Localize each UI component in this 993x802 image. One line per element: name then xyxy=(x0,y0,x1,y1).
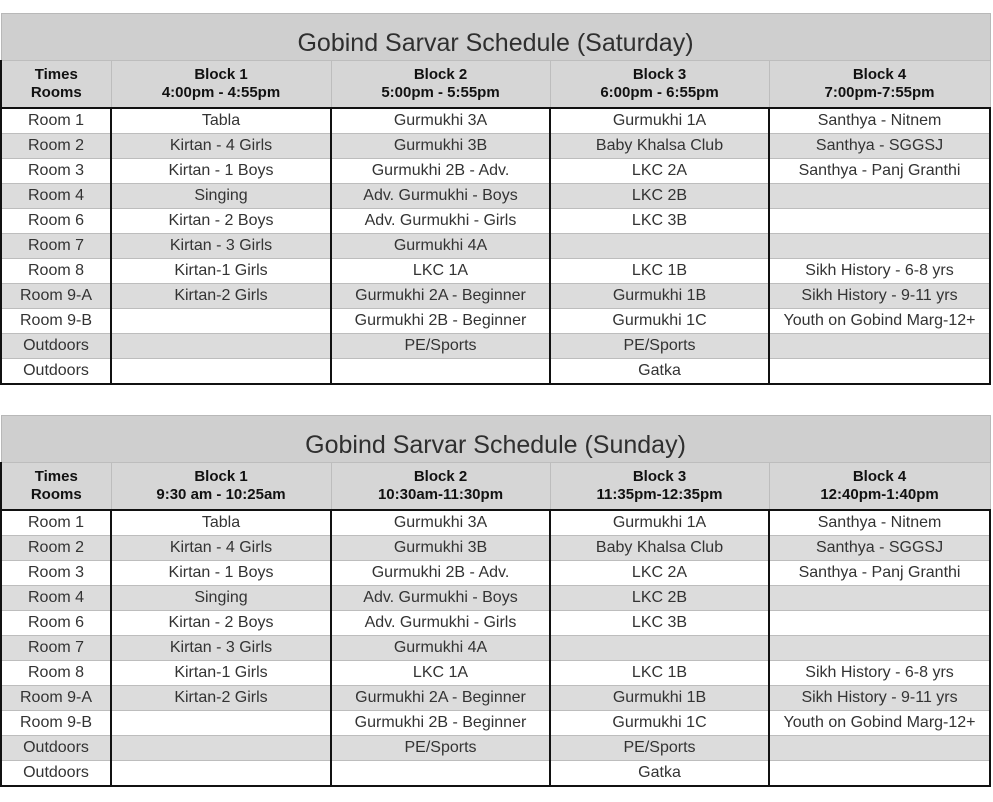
corner-times-label: Times xyxy=(34,468,78,485)
block-name: Block 3 xyxy=(632,468,687,485)
room-cell: Room 9-B xyxy=(1,711,111,736)
block-time: 10:30am-11:30pm xyxy=(377,486,504,503)
class-cell: Kirtan-1 Girls xyxy=(111,259,331,284)
room-cell: Room 8 xyxy=(1,661,111,686)
title-row xyxy=(1,416,990,463)
class-cell xyxy=(769,334,990,359)
block-header xyxy=(550,463,769,511)
class-cell xyxy=(769,234,990,259)
class-cell xyxy=(111,761,331,787)
class-cell: Adv. Gurmukhi - Boys xyxy=(331,586,550,611)
class-cell xyxy=(769,586,990,611)
class-cell: Kirtan - 1 Boys xyxy=(111,159,331,184)
class-cell: Gurmukhi 1B xyxy=(550,284,769,309)
room-cell: Room 9-B xyxy=(1,309,111,334)
schedule-rows xyxy=(1,510,990,786)
class-cell: PE/Sports xyxy=(331,736,550,761)
table-row xyxy=(1,561,990,586)
block-name: Block 3 xyxy=(632,66,687,83)
class-cell xyxy=(769,209,990,234)
block-time: 11:35pm-12:35pm xyxy=(596,486,723,503)
class-cell: Singing xyxy=(111,184,331,209)
class-cell: Sikh History - 6-8 yrs xyxy=(769,259,990,284)
table-row xyxy=(1,359,990,385)
class-cell: Baby Khalsa Club xyxy=(550,134,769,159)
class-cell xyxy=(331,359,550,385)
class-cell: Gurmukhi 1C xyxy=(550,309,769,334)
corner-times-label: Times xyxy=(34,66,78,83)
room-cell: Room 2 xyxy=(1,536,111,561)
class-cell: Sikh History - 9-11 yrs xyxy=(769,284,990,309)
table-row xyxy=(1,636,990,661)
class-cell: PE/Sports xyxy=(550,334,769,359)
class-cell: Gurmukhi 1A xyxy=(550,108,769,134)
sunday-schedule-table xyxy=(0,415,991,787)
class-cell xyxy=(111,359,331,385)
block-header xyxy=(111,463,331,511)
room-cell: Outdoors xyxy=(1,334,111,359)
class-cell: PE/Sports xyxy=(331,334,550,359)
class-cell: Kirtan - 2 Boys xyxy=(111,209,331,234)
class-cell: Santhya - SGGSJ xyxy=(769,536,990,561)
class-cell: Tabla xyxy=(111,510,331,536)
class-cell: Santhya - Nitnem xyxy=(769,510,990,536)
class-cell: Santhya - SGGSJ xyxy=(769,134,990,159)
room-cell: Room 6 xyxy=(1,611,111,636)
table-row xyxy=(1,108,990,134)
class-cell: Kirtan - 4 Girls xyxy=(111,134,331,159)
block-header xyxy=(769,61,990,109)
table-row xyxy=(1,259,990,284)
class-cell: Kirtan - 3 Girls xyxy=(111,234,331,259)
class-cell: Gurmukhi 2A - Beginner xyxy=(331,686,550,711)
table-row xyxy=(1,309,990,334)
class-cell: Gurmukhi 2B - Adv. xyxy=(331,561,550,586)
block-header xyxy=(111,61,331,109)
room-cell: Room 7 xyxy=(1,636,111,661)
block-header xyxy=(550,61,769,109)
room-cell: Outdoors xyxy=(1,761,111,787)
table-row xyxy=(1,686,990,711)
table-row xyxy=(1,510,990,536)
class-cell: Kirtan - 1 Boys xyxy=(111,561,331,586)
table-row xyxy=(1,586,990,611)
room-cell: Room 3 xyxy=(1,561,111,586)
schedule-title: Gobind Sarvar Schedule (Sunday) xyxy=(1,416,990,463)
class-cell: Gurmukhi 3A xyxy=(331,510,550,536)
table-row xyxy=(1,611,990,636)
class-cell xyxy=(111,736,331,761)
saturday-schedule-table xyxy=(0,13,991,385)
table-row xyxy=(1,209,990,234)
class-cell xyxy=(111,334,331,359)
corner-header xyxy=(1,463,111,511)
class-cell: LKC 1A xyxy=(331,259,550,284)
class-cell: LKC 2B xyxy=(550,586,769,611)
table-row xyxy=(1,736,990,761)
class-cell xyxy=(111,711,331,736)
room-cell: Room 2 xyxy=(1,134,111,159)
block-time: 5:00pm - 5:55pm xyxy=(381,84,500,101)
room-cell: Room 4 xyxy=(1,184,111,209)
class-cell: Gatka xyxy=(550,359,769,385)
class-cell: Tabla xyxy=(111,108,331,134)
class-cell: LKC 3B xyxy=(550,611,769,636)
table-row xyxy=(1,159,990,184)
class-cell: Santhya - Panj Granthi xyxy=(769,561,990,586)
class-cell xyxy=(769,736,990,761)
class-cell: Kirtan-2 Girls xyxy=(111,284,331,309)
class-cell: Kirtan - 2 Boys xyxy=(111,611,331,636)
block-name: Block 2 xyxy=(413,66,468,83)
class-cell xyxy=(769,359,990,385)
table-row xyxy=(1,536,990,561)
class-cell: Adv. Gurmukhi - Girls xyxy=(331,209,550,234)
class-cell: Kirtan - 4 Girls xyxy=(111,536,331,561)
class-cell: Singing xyxy=(111,586,331,611)
block-name: Block 4 xyxy=(852,468,907,485)
table-row xyxy=(1,334,990,359)
class-cell: Adv. Gurmukhi - Girls xyxy=(331,611,550,636)
block-name: Block 1 xyxy=(194,468,248,485)
class-cell xyxy=(550,636,769,661)
table-row xyxy=(1,234,990,259)
room-cell: Outdoors xyxy=(1,736,111,761)
class-cell xyxy=(550,234,769,259)
block-time: 6:00pm - 6:55pm xyxy=(600,84,719,101)
class-cell: LKC 2A xyxy=(550,561,769,586)
title-row xyxy=(1,14,990,61)
block-header xyxy=(331,463,550,511)
room-cell: Room 1 xyxy=(1,108,111,134)
room-cell: Room 3 xyxy=(1,159,111,184)
table-row xyxy=(1,134,990,159)
corner-rooms-label: Rooms xyxy=(30,486,82,503)
class-cell: Sikh History - 9-11 yrs xyxy=(769,686,990,711)
room-cell: Room 7 xyxy=(1,234,111,259)
corner-header xyxy=(1,61,111,109)
class-cell: Kirtan-1 Girls xyxy=(111,661,331,686)
class-cell: Youth on Gobind Marg-12+ xyxy=(769,711,990,736)
class-cell: Gurmukhi 2B - Beginner xyxy=(331,711,550,736)
class-cell: Gurmukhi 1C xyxy=(550,711,769,736)
class-cell xyxy=(769,184,990,209)
class-cell xyxy=(331,761,550,787)
class-cell: LKC 1B xyxy=(550,259,769,284)
class-cell: Santhya - Panj Granthi xyxy=(769,159,990,184)
table-row xyxy=(1,184,990,209)
block-name: Block 2 xyxy=(413,468,468,485)
block-name: Block 4 xyxy=(852,66,907,83)
class-cell: Gurmukhi 1A xyxy=(550,510,769,536)
corner-rooms-label: Rooms xyxy=(30,84,82,101)
class-cell xyxy=(769,611,990,636)
class-cell: Kirtan-2 Girls xyxy=(111,686,331,711)
class-cell: Gurmukhi 2B - Beginner xyxy=(331,309,550,334)
room-cell: Room 9-A xyxy=(1,686,111,711)
class-cell: Santhya - Nitnem xyxy=(769,108,990,134)
class-cell: PE/Sports xyxy=(550,736,769,761)
schedule-title: Gobind Sarvar Schedule (Saturday) xyxy=(1,14,990,61)
class-cell: Sikh History - 6-8 yrs xyxy=(769,661,990,686)
class-cell xyxy=(769,636,990,661)
class-cell: LKC 2B xyxy=(550,184,769,209)
room-cell: Room 1 xyxy=(1,510,111,536)
class-cell: Baby Khalsa Club xyxy=(550,536,769,561)
block-header xyxy=(769,463,990,511)
class-cell: LKC 1B xyxy=(550,661,769,686)
class-cell: LKC 2A xyxy=(550,159,769,184)
block-time: 7:00pm-7:55pm xyxy=(824,84,935,101)
header-row xyxy=(1,61,990,109)
block-header xyxy=(331,61,550,109)
class-cell: Gurmukhi 3A xyxy=(331,108,550,134)
class-cell: Gurmukhi 3B xyxy=(331,536,550,561)
class-cell xyxy=(111,309,331,334)
block-time: 9:30 am - 10:25am xyxy=(156,486,286,503)
class-cell: Gurmukhi 2A - Beginner xyxy=(331,284,550,309)
class-cell: LKC 1A xyxy=(331,661,550,686)
block-time: 4:00pm - 4:55pm xyxy=(161,84,281,101)
class-cell: Gurmukhi 3B xyxy=(331,134,550,159)
table-row xyxy=(1,711,990,736)
class-cell: Gurmukhi 1B xyxy=(550,686,769,711)
class-cell: LKC 3B xyxy=(550,209,769,234)
class-cell: Gurmukhi 4A xyxy=(331,234,550,259)
room-cell: Room 8 xyxy=(1,259,111,284)
schedule-rows xyxy=(1,108,990,384)
room-cell: Room 6 xyxy=(1,209,111,234)
class-cell: Gurmukhi 2B - Adv. xyxy=(331,159,550,184)
block-name: Block 1 xyxy=(194,66,248,83)
table-row xyxy=(1,284,990,309)
room-cell: Room 9-A xyxy=(1,284,111,309)
class-cell: Adv. Gurmukhi - Boys xyxy=(331,184,550,209)
class-cell: Kirtan - 3 Girls xyxy=(111,636,331,661)
class-cell: Gurmukhi 4A xyxy=(331,636,550,661)
room-cell: Room 4 xyxy=(1,586,111,611)
table-row xyxy=(1,661,990,686)
class-cell: Gatka xyxy=(550,761,769,787)
room-cell: Outdoors xyxy=(1,359,111,385)
class-cell xyxy=(769,761,990,787)
class-cell: Youth on Gobind Marg-12+ xyxy=(769,309,990,334)
table-row xyxy=(1,761,990,787)
header-row xyxy=(1,463,990,511)
block-time: 12:40pm-1:40pm xyxy=(820,486,939,503)
